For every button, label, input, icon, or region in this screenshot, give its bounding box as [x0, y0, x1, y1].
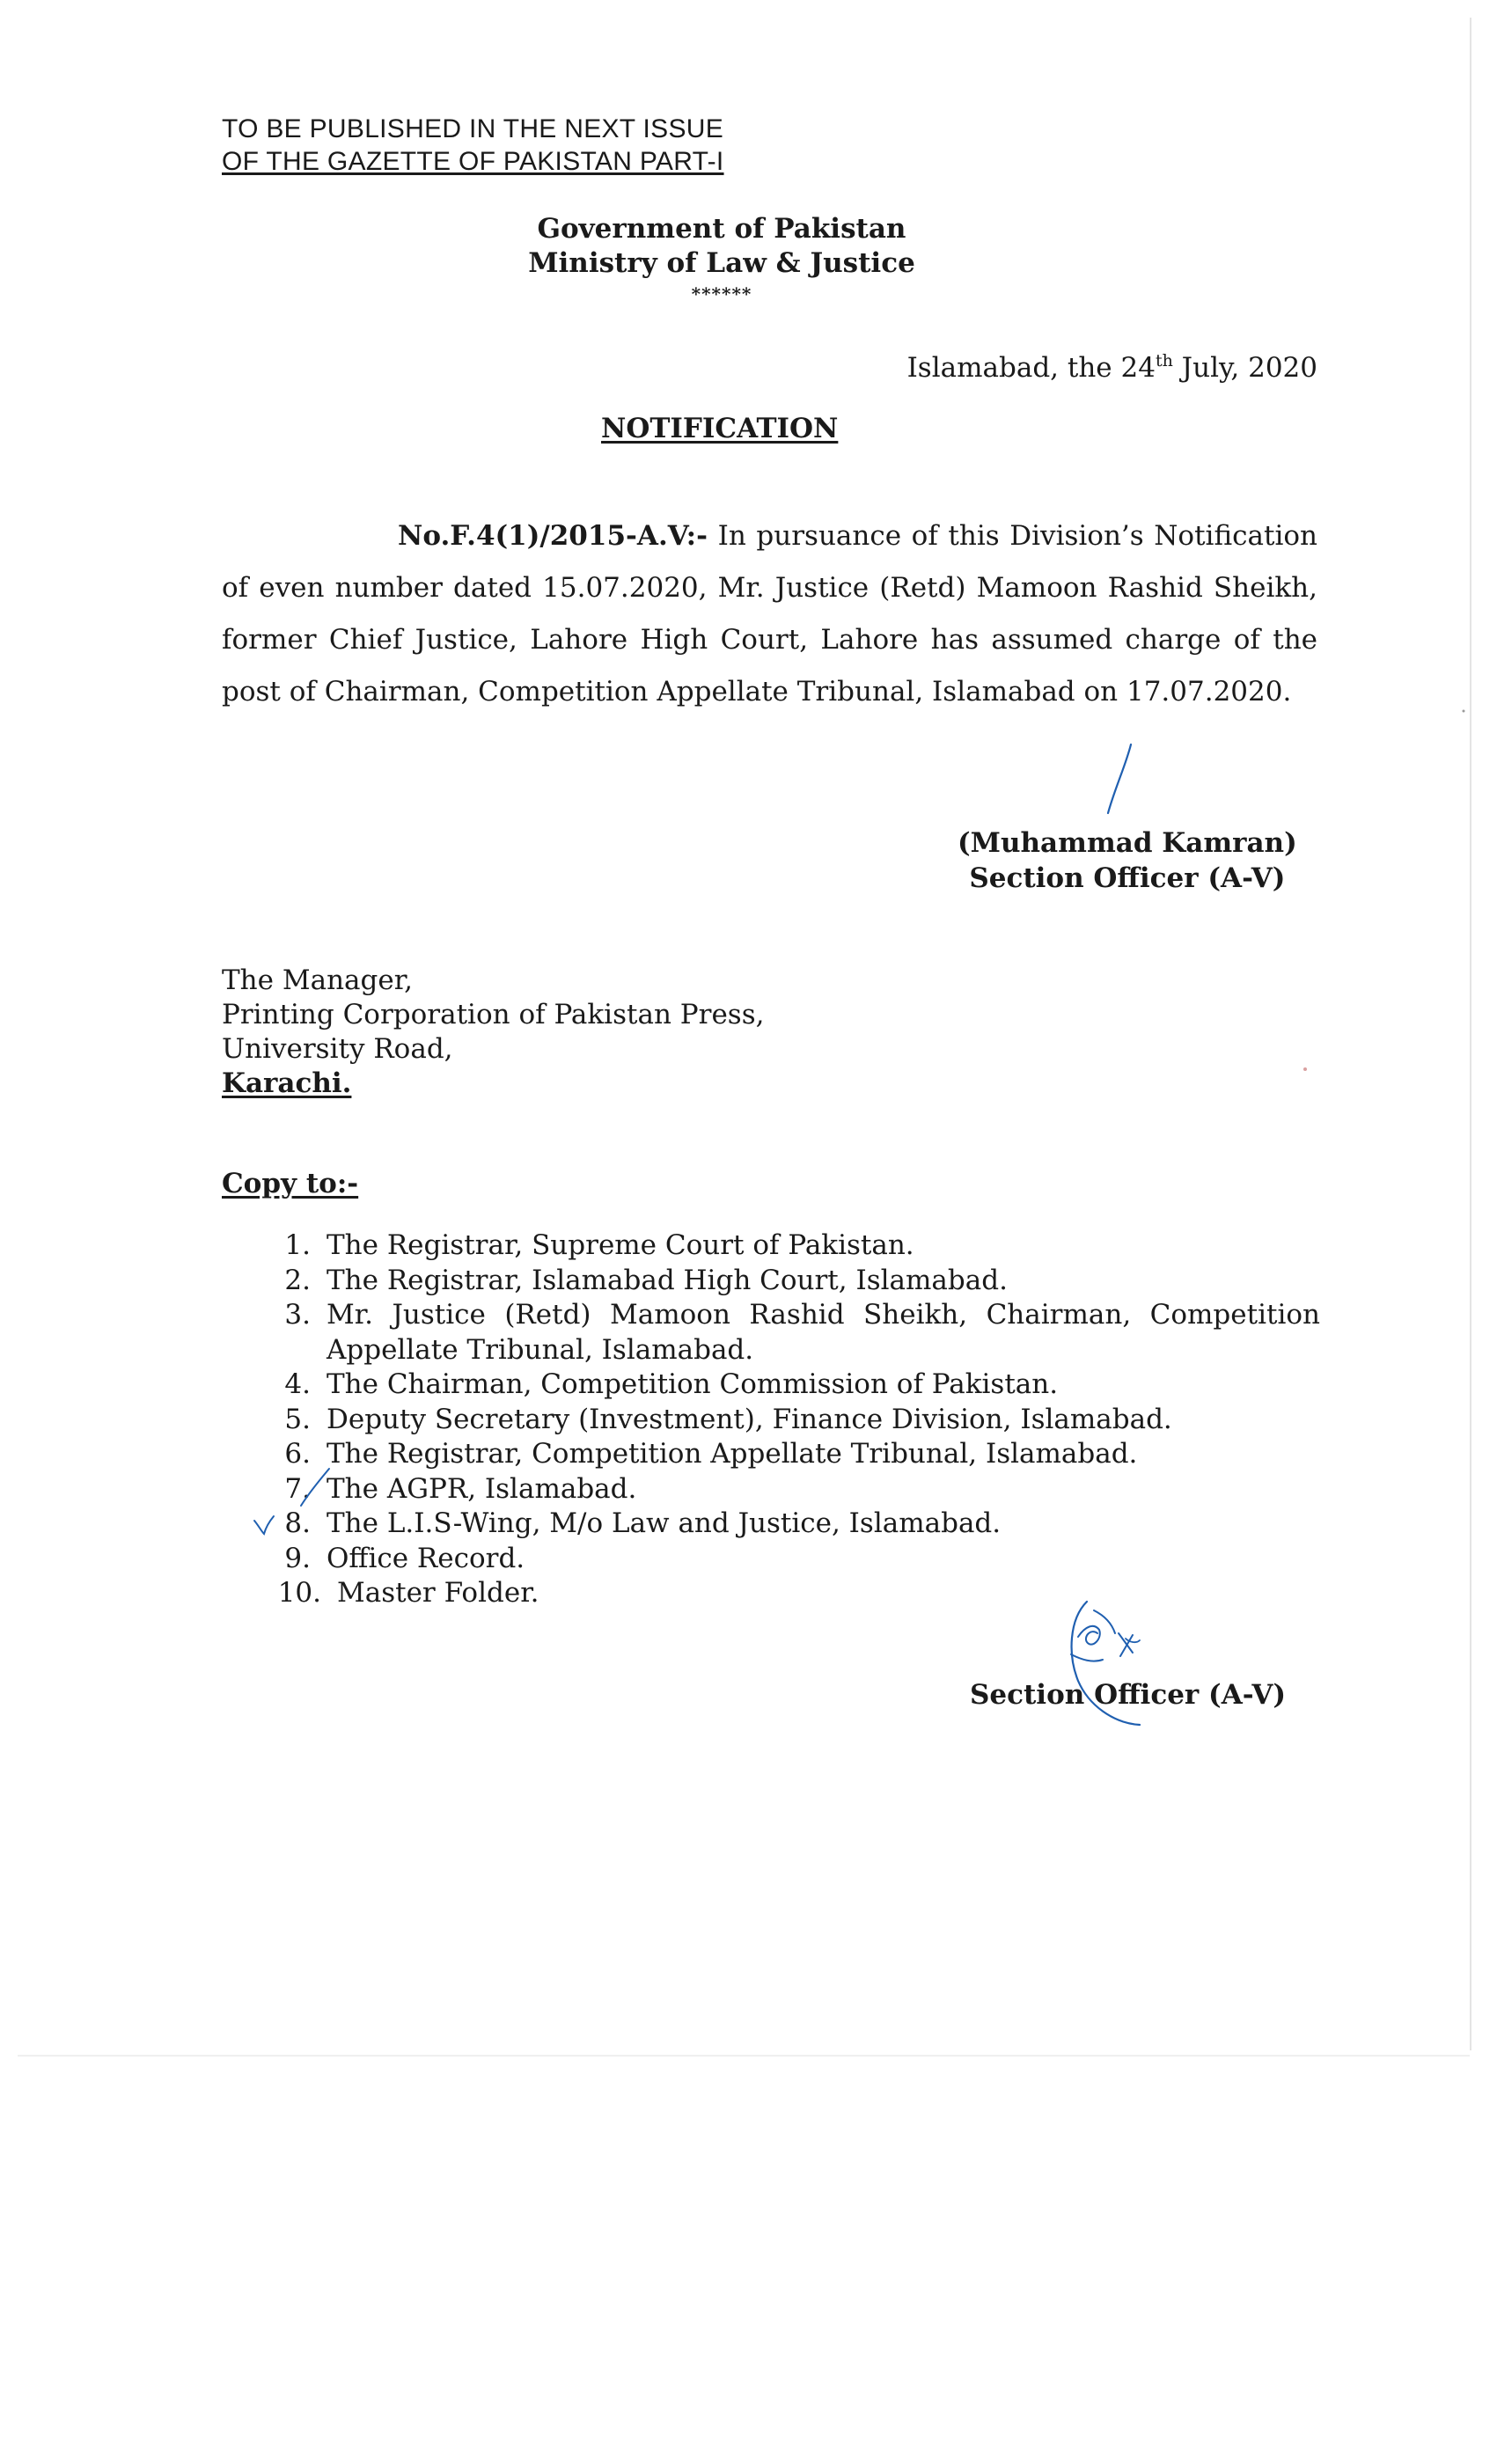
list-item-number: 7. [284, 1472, 311, 1505]
list-item [264, 1507, 1320, 1542]
body-text: In pursuance of this Division’s Notification of even number dated 15.07.2020, Mr. Justice (Retd) Mamoon Rashid Sheikh, former Chief Justice, Lahore High Court, Lahore has assumed charge of the post of Chairman, Competition Appellate Tribunal, Islamabad on 17.07.2020. [222, 520, 1317, 708]
list-item [264, 1298, 1320, 1368]
notification-title: NOTIFICATION [601, 413, 839, 444]
list-item-text: Mr. Justice (Retd) Mamoon Rashid Sheikh, Chairman, Competition Appellate Tribunal, Islamabad. [327, 1299, 1320, 1366]
date-prefix: Islamabad, the 24 [906, 352, 1156, 384]
list-item [264, 1228, 1320, 1264]
list-item-text: The AGPR, Islamabad. [327, 1472, 637, 1505]
scan-speck [1303, 1067, 1308, 1072]
addressee-line-1: The Manager, [222, 964, 413, 996]
copy-to-heading: Copy to:- [222, 1168, 359, 1199]
list-item-number: 10. [277, 1577, 321, 1609]
date-ordinal: th [1155, 351, 1173, 370]
list-item-number: 8. [284, 1507, 311, 1539]
list-item-number: 9. [284, 1542, 311, 1574]
issue-date [907, 350, 1317, 385]
scan-edge [18, 2055, 1470, 2057]
list-item-text: The Chairman, Competition Commission of Pakistan. [327, 1368, 1059, 1400]
list-item-number: 5. [284, 1403, 311, 1435]
tick-mark-icon [297, 1465, 333, 1509]
addressee-city: Karachi. [222, 1067, 352, 1099]
list-item-text: Office Record. [327, 1542, 525, 1574]
signatory-name: (Muhammad Kamran) [958, 827, 1297, 859]
gazette-notice [222, 113, 724, 178]
list-item-text: The Registrar, Supreme Court of Pakistan. [327, 1229, 914, 1261]
gazette-line-2: OF THE GAZETTE OF PAKISTAN PART-I [222, 147, 724, 176]
handwritten-signature-icon [1052, 1584, 1162, 1742]
scan-edge [1470, 18, 1471, 2050]
list-item [264, 1368, 1320, 1403]
gazette-line-1: TO BE PUBLISHED IN THE NEXT ISSUE [222, 114, 724, 143]
government-heading: Government of Pakistan [537, 213, 906, 245]
list-item [264, 1576, 1320, 1611]
addressee-line-2: Printing Corporation of Pakistan Press, [222, 999, 765, 1030]
addressee-line-3: University Road, [222, 1033, 453, 1065]
list-item-number: 6. [284, 1438, 311, 1470]
list-item [264, 1403, 1320, 1438]
addressee-block [222, 964, 764, 1101]
list-item-text: The L.I.S-Wing, M/o Law and Justice, Islamabad. [327, 1507, 1002, 1539]
list-item-number: 2. [284, 1264, 311, 1296]
list-item [264, 1472, 1320, 1507]
copy-to-list [264, 1228, 1320, 1611]
list-item-number: 4. [284, 1368, 311, 1400]
date-suffix: July, 2020 [1172, 352, 1317, 384]
list-item [264, 1264, 1320, 1299]
list-item-number: 3. [284, 1299, 311, 1331]
list-item-text: The Registrar, Islamabad High Court, Islamabad. [327, 1264, 1008, 1296]
closing-designation: Section Officer (A-V) [970, 1679, 1287, 1711]
reference-number: No.F.4(1)/2015-A.V:- [398, 520, 708, 552]
notification-body [222, 510, 1317, 718]
signatory-block [958, 825, 1297, 896]
heading-separator: ****** [691, 283, 752, 304]
ministry-heading: Ministry of Law & Justice [528, 247, 915, 279]
signature-stroke-icon [1096, 739, 1148, 818]
signatory-designation: Section Officer (A-V) [969, 862, 1286, 894]
list-item-text: Deputy Secretary (Investment), Finance Division, Islamabad. [327, 1403, 1172, 1435]
list-item-text: The Registrar, Competition Appellate Tribunal, Islamabad. [327, 1438, 1138, 1470]
list-item-number: 1. [284, 1229, 311, 1261]
list-item [264, 1542, 1320, 1577]
list-item-text: Master Folder. [337, 1577, 539, 1609]
list-item [264, 1437, 1320, 1472]
scan-speck [1461, 708, 1466, 714]
tick-mark-icon [252, 1514, 276, 1536]
